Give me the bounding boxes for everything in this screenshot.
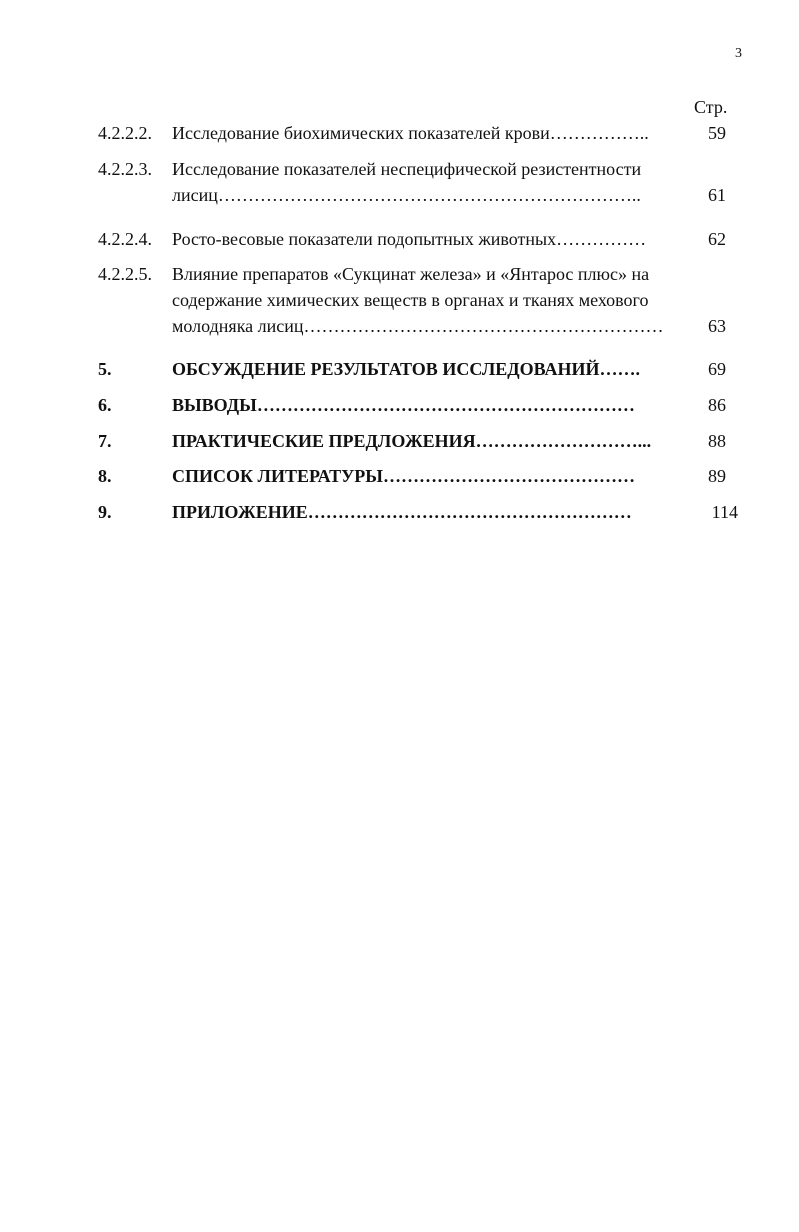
toc-entry-title [172,356,712,382]
toc-entry-4-2-2-3 [98,156,738,208]
toc-entry-number: 6. [98,395,112,415]
toc-entry-page: 89 [708,466,726,486]
toc-entry-title-line: содержание химических веществ в органах и тканях мехового [172,290,649,310]
toc-entry-number: 8. [98,466,112,486]
toc-entry-page: 63 [708,316,726,336]
toc-entry-title [172,120,684,146]
toc-entry-title-line: ПРАКТИЧЕСКИЕ ПРЕДЛОЖЕНИЯ………………………... [172,431,652,451]
toc-entry-page: 61 [708,185,726,205]
toc-entry-title-line: Росто-весовые показатели подопытных животных…………… [172,229,647,249]
page-number: 3 [735,46,742,61]
toc-entry-title [172,261,684,339]
toc-entry-number: 7. [98,431,112,451]
toc-entry-title-line: Исследование показателей неспецифической резистентности [172,159,642,179]
toc-entry-title-line: молодняка лисиц…………………………………………………… [172,316,664,336]
toc-entry-number: 9. [98,502,112,522]
toc-entry-5 [98,356,738,382]
toc-entry-7 [98,428,738,454]
toc-entry-4-2-2-5 [98,261,738,339]
toc-entry-number: 4.2.2.2. [98,123,152,143]
toc-entry-number: 4.2.2.4. [98,229,152,249]
toc-entry-page: 114 [711,502,738,522]
toc-entry-title-line: ПРИЛОЖЕНИЕ……………………………………………… [172,502,632,522]
toc-entry-number: 5. [98,359,112,379]
toc-entry-number: 4.2.2.3. [98,159,152,179]
toc-entry-9 [98,499,738,525]
page-column-header: Стр. [694,97,728,117]
toc-entry-page: 86 [708,395,726,415]
toc-entry-6 [98,392,738,418]
toc-entry-title-line: Влияние препаратов «Сукцинат железа» и «Янтарос плюс» на [172,264,650,284]
toc-entry-number: 4.2.2.5. [98,264,152,284]
toc-entry-title [172,392,712,418]
toc-entry-title-line: ВЫВОДЫ……………………………………………………… [172,395,635,415]
toc-entry-title [172,428,712,454]
toc-entry-4-2-2-4 [98,226,738,252]
toc-entry-title-line: ОБСУЖДЕНИЕ РЕЗУЛЬТАТОВ ИССЛЕДОВАНИЙ……. [172,359,641,379]
toc-entry-4-2-2-2 [98,120,738,146]
toc-entry-page: 69 [708,359,726,379]
toc-entry-title [172,499,712,525]
toc-entry-title [172,226,684,252]
toc-entry-page: 59 [708,123,726,143]
toc-entry-8 [98,463,738,489]
toc-entry-page: 62 [708,229,726,249]
toc-entry-page: 88 [708,431,726,451]
toc-entry-title [172,156,684,208]
toc-entry-title-line: Исследование биохимических показателей крови…………….. [172,123,649,143]
toc-entry-title [172,463,712,489]
toc-entry-title-line: СПИСОК ЛИТЕРАТУРЫ…………………………………… [172,466,635,486]
toc-entry-title-line: лисиц…………………………………………………………….. [172,185,641,205]
